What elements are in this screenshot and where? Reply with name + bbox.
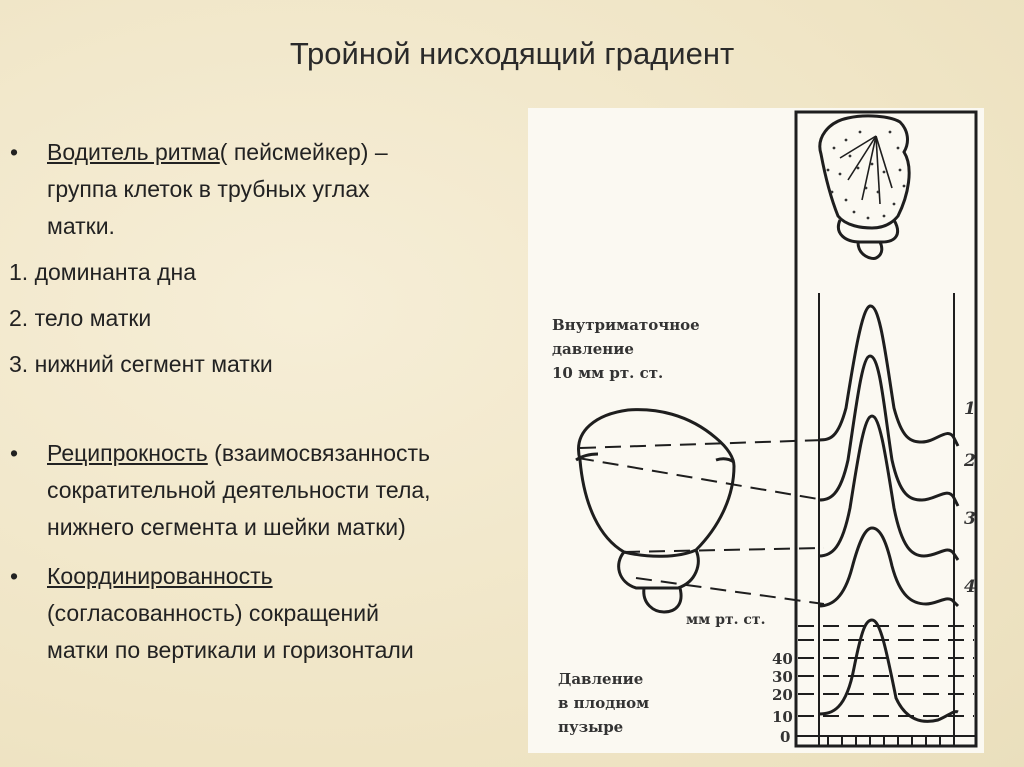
amniotic-curve <box>819 620 958 721</box>
dash-level-3 <box>624 548 824 552</box>
pacemaker-line2: группа клеток в трубных углах <box>47 176 370 202</box>
term-pacemaker: Водитель ритма <box>47 139 220 165</box>
scale-tick-10: 10 <box>772 708 793 726</box>
curve-label-3: 3 <box>964 509 976 529</box>
top-uterus-lower <box>858 242 882 258</box>
reciprocity-line3: нижнего сегмента и шейки матки) <box>47 514 406 540</box>
coordination-line2: (согласованность) сокращений <box>47 600 379 626</box>
curve-label-1: 1 <box>964 399 976 419</box>
list-item-lower-segment: 3. нижний сегмент матки <box>9 351 273 377</box>
slide-title: Тройной нисходящий градиент <box>289 36 735 71</box>
big-uterus-right-horn <box>716 459 734 462</box>
figure-svg <box>528 108 984 753</box>
label-amniotic-3: пузыре <box>558 718 624 736</box>
curve-label-2: 2 <box>964 451 976 471</box>
term-reciprocity: Реципрокность <box>47 440 208 466</box>
big-uterus-outline <box>579 410 734 557</box>
bullet-glyph: • <box>10 563 19 589</box>
scale-tick-20: 20 <box>772 686 793 704</box>
pacemaker-line3: матки. <box>47 213 115 239</box>
dash-level-1 <box>580 440 824 448</box>
reciprocity-line2: сократительной деятельности тела, <box>47 477 431 503</box>
label-amniotic-2: в плодном <box>558 694 650 712</box>
big-uterus-cervix <box>644 588 681 612</box>
top-uterus-dots <box>827 131 906 220</box>
term-coordination: Координированность <box>47 563 273 589</box>
top-uterus-outline <box>820 116 909 228</box>
scale-unit: мм рт. ст. <box>686 612 766 628</box>
curve-label-4: 4 <box>964 577 976 597</box>
list-item-fundus: 1. доминанта дна <box>9 259 197 285</box>
pacemaker-rest: ( пейсмейкер) – <box>219 139 388 165</box>
coordination-line3: матки по вертикали и горизонтали <box>47 637 414 663</box>
scale-tick-30: 30 <box>772 668 793 686</box>
dash-level-2 <box>578 458 824 500</box>
label-intrauterine-1: Внутриматочное <box>552 316 700 334</box>
scale-tick-0: 0 <box>780 728 791 746</box>
bullet-glyph: • <box>10 139 19 165</box>
label-amniotic-1: Давление <box>558 670 644 688</box>
bullet-glyph: • <box>10 440 19 466</box>
list-item-body: 2. тело матки <box>9 305 152 331</box>
scale-tick-40: 40 <box>772 650 793 668</box>
label-intrauterine-3: 10 мм рт. ст. <box>552 364 664 382</box>
uterine-gradient-figure <box>528 108 984 753</box>
label-intrauterine-2: давление <box>552 340 634 358</box>
reciprocity-rest: (взаимосвязанность <box>207 440 431 466</box>
